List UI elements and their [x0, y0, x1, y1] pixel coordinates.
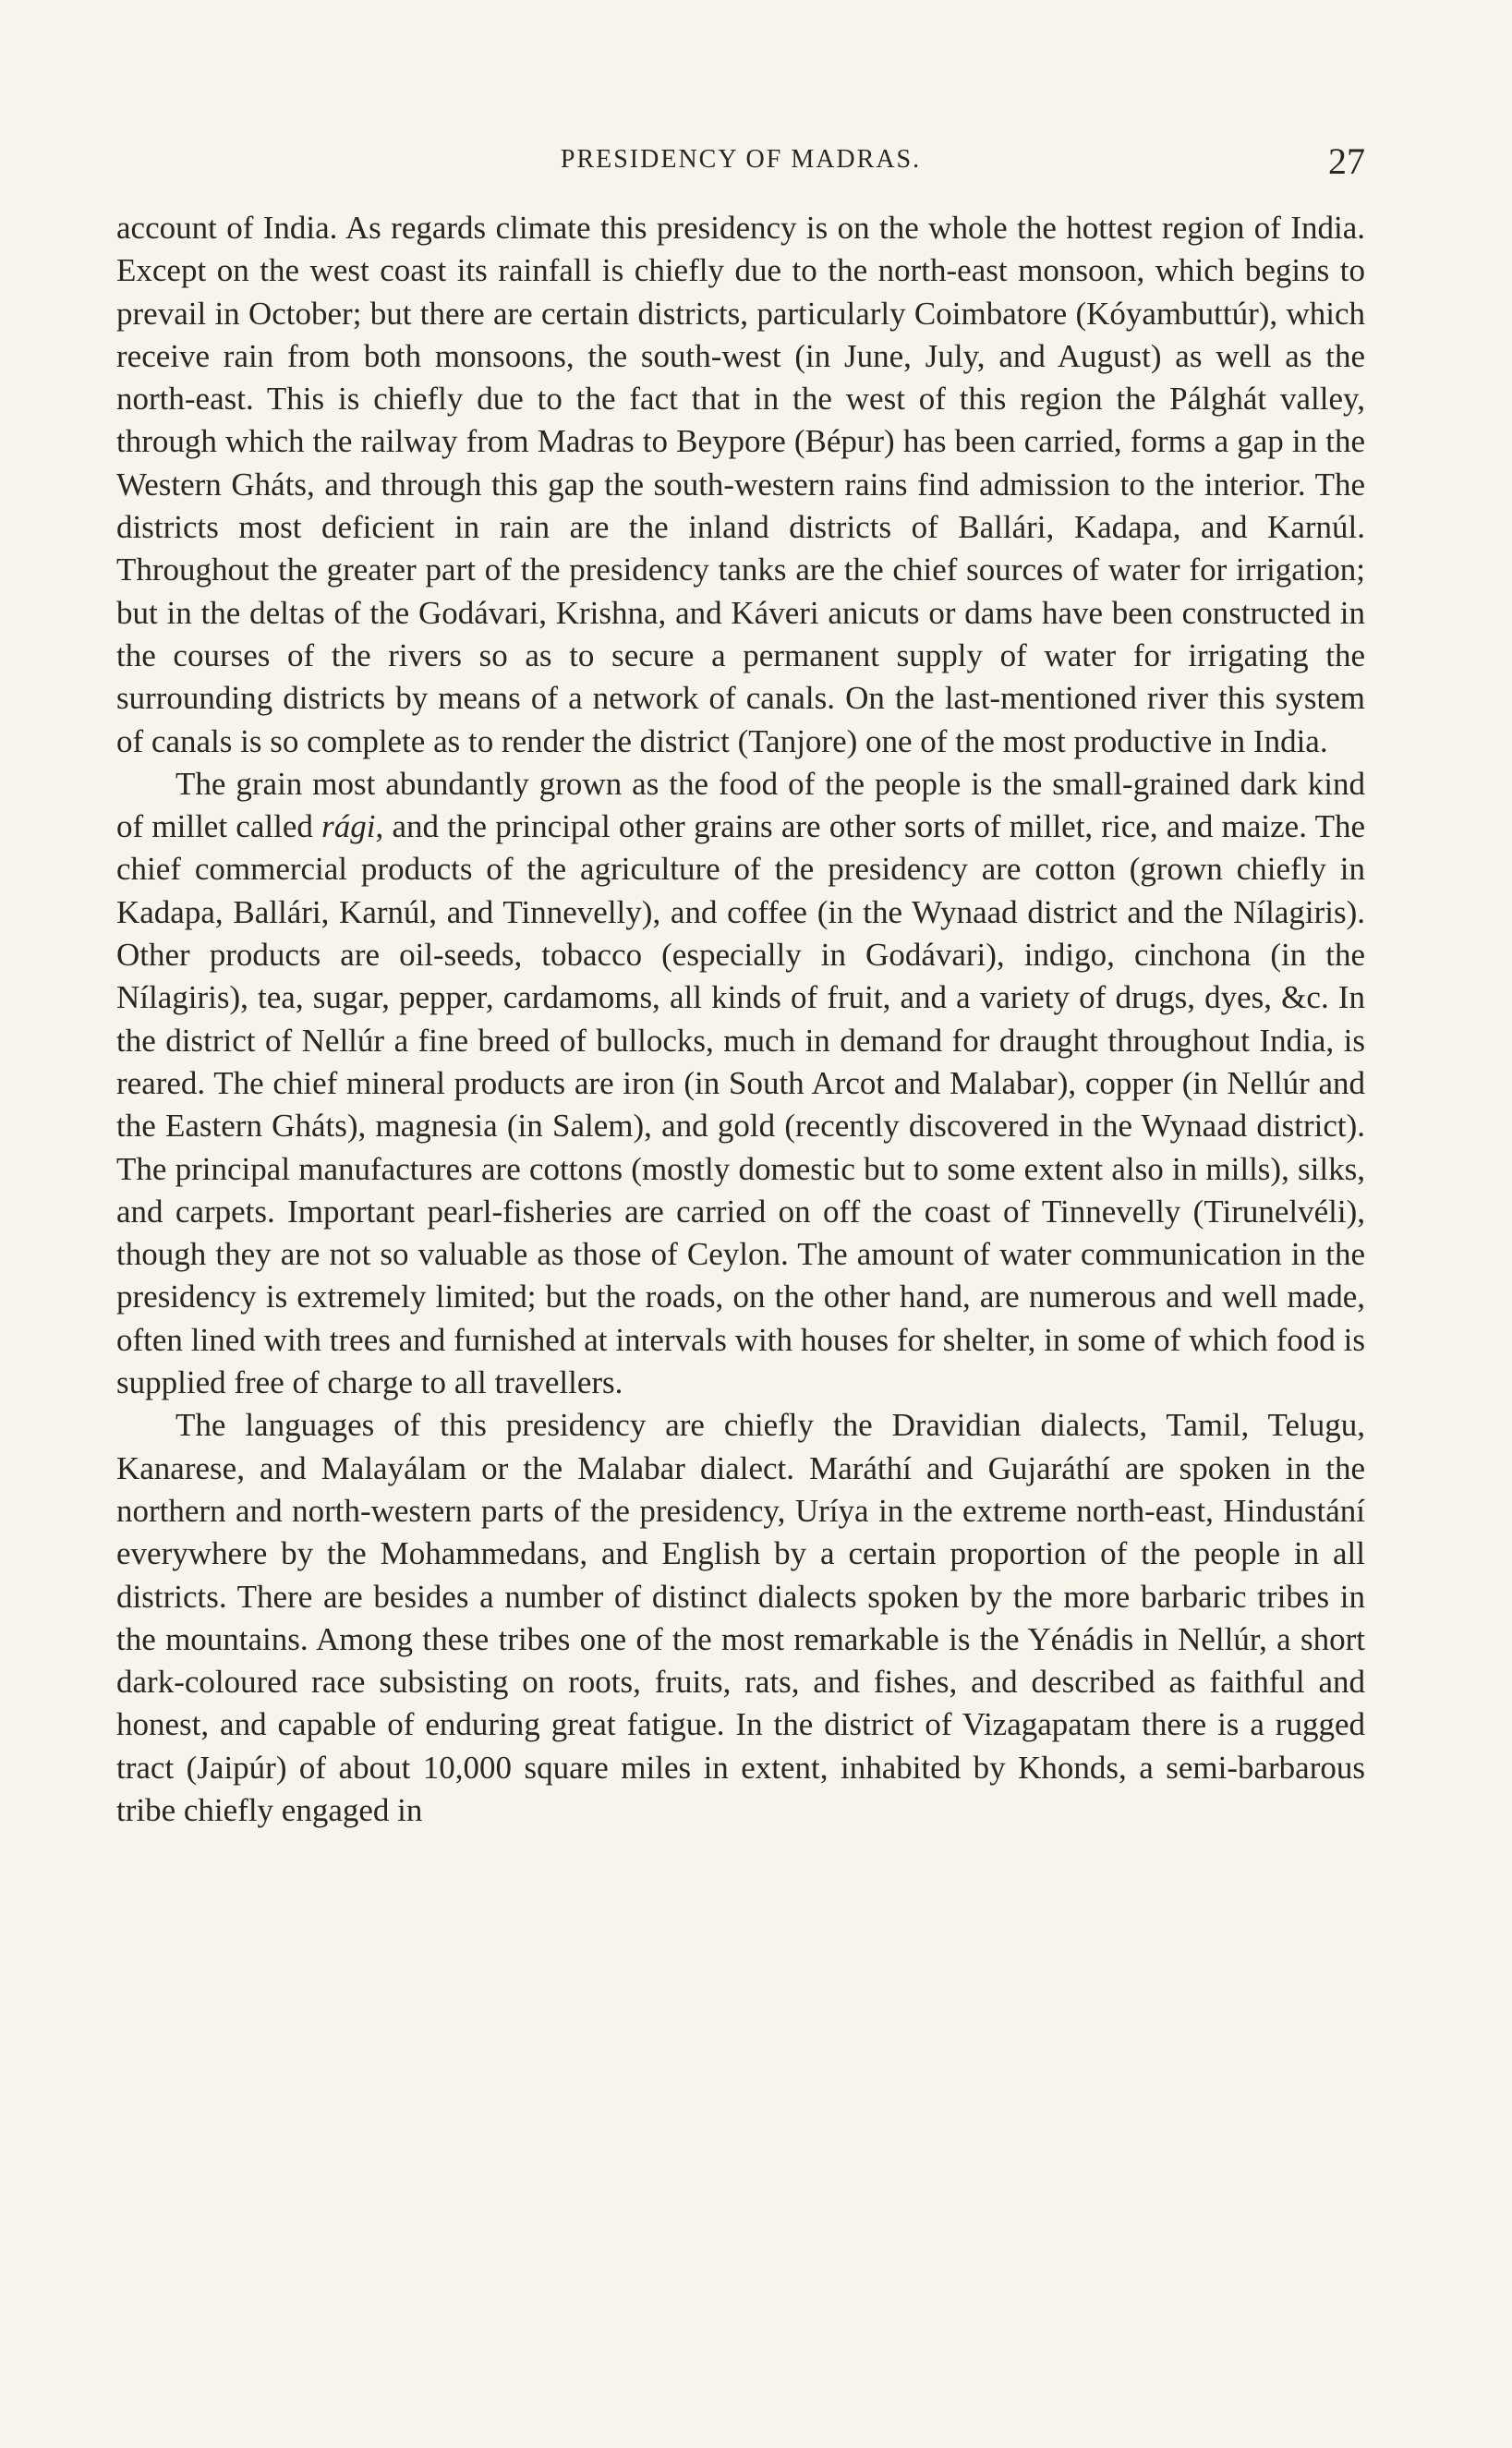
paragraph-languages: The languages of this presidency are chiefly the Dravidian dialects, Tamil, Telugu, Kanarese, and Malayálam or the Malabar dialect. Maráthí and Gujaráthí are spoken in the northern and north-western parts of the presidency, Uríya in the extreme north-east, Hindustání everywhere by the Mohammedans, and English by a certain proportion of the people in all districts. There are besides a number of distinct dialects spoken by the more barbaric tribes in the mountains. Among these tribes one of the most remarkable is the Yénádis in Nellúr, a short dark-coloured race subsisting on roots, fruits, rats, and fishes, and described as faithful and honest, and capable of enduring great fatigue. In the district of Vizagapatam there is a rugged tract (Jaipúr) of about 10,000 square miles in extent, inhabited by Khonds, a semi-barbarous tribe chiefly engaged in	[116, 1407, 1365, 1828]
running-head	[116, 141, 1365, 188]
paragraph-products-part-2: , and the principal other grains are other sorts of millet, rice, and maize. The chief commercial products of the agriculture of the presidency are cotton (grown chiefly in Kadapa, Ballári, Karnúl, and Tinnevelly), and coffee (in the Wynaad district and the Nílagiris). Other products are oil-seeds, tobacco (especially in Godávari), indigo, cinchona (in the Nílagiris), tea, sugar, pepper, cardamoms, all kinds of fruit, and a variety of drugs, dyes, &c. In the district of Nellúr a fine breed of bullocks, much in demand for draught throughout India, is reared. The chief mineral products are iron (in South Arcot and Malabar), copper (in Nellúr and the Eastern Gháts), magnesia (in Salem), and gold (recently discovered in the Wynaad district). The principal manufactures are cottons (mostly domestic but to some extent also in mills), silks, and carpets. Important pearl-fisheries are carried on off the coast of Tinnevelly (Tirunelvéli), though they are not so valuable as those of Ceylon. The amount of water communication in the presidency is extremely limited; but the roads, on the other hand, are numerous and well made, often lined with trees and furnished at intervals with houses for shelter, in some of which food is supplied free of charge to all travellers.	[116, 808, 1365, 1401]
body-text	[116, 207, 1365, 1832]
paragraph-climate: account of India. As regards climate this presidency is on the whole the hottest region of India. Except on the west coast its rainfall is chiefly due to the north-east monsoon, which begins to prevail in October; but there are certain districts, particularly Coimbatore (Kóyambuttúr), which receive rain from both monsoons, the south-west (in June, July, and August) as well as the north-east. This is chiefly due to the fact that in the west of this region the Pálghát valley, through which the railway from Madras to Beypore (Bépur) has been carried, forms a gap in the Western Gháts, and through this gap the south-western rains find admission to the interior. The districts most deficient in rain are the inland districts of Ballári, Kadapa, and Karnúl. Throughout the greater part of the presidency tanks are the chief sources of water for irrigation; but in the deltas of the Godávari, Krishna, and Káveri anicuts or dams have been constructed in the courses of the rivers so as to secure a permanent supply of water for irrigating the surrounding districts by means of a network of canals. On the last-mentioned river this system of canals is so complete as to render the district (Tanjore) one of the most productive in India.	[116, 210, 1365, 759]
italic-term-ragi: rági	[321, 808, 376, 845]
running-title: PRESIDENCY OF MADRAS.	[560, 145, 922, 174]
paragraph-products	[116, 763, 1365, 1404]
page-number: 27	[1328, 140, 1365, 182]
paragraph-products-part-1: The grain most abundantly grown as the food of the people is the small-grained dark kind of millet called	[116, 765, 1365, 845]
